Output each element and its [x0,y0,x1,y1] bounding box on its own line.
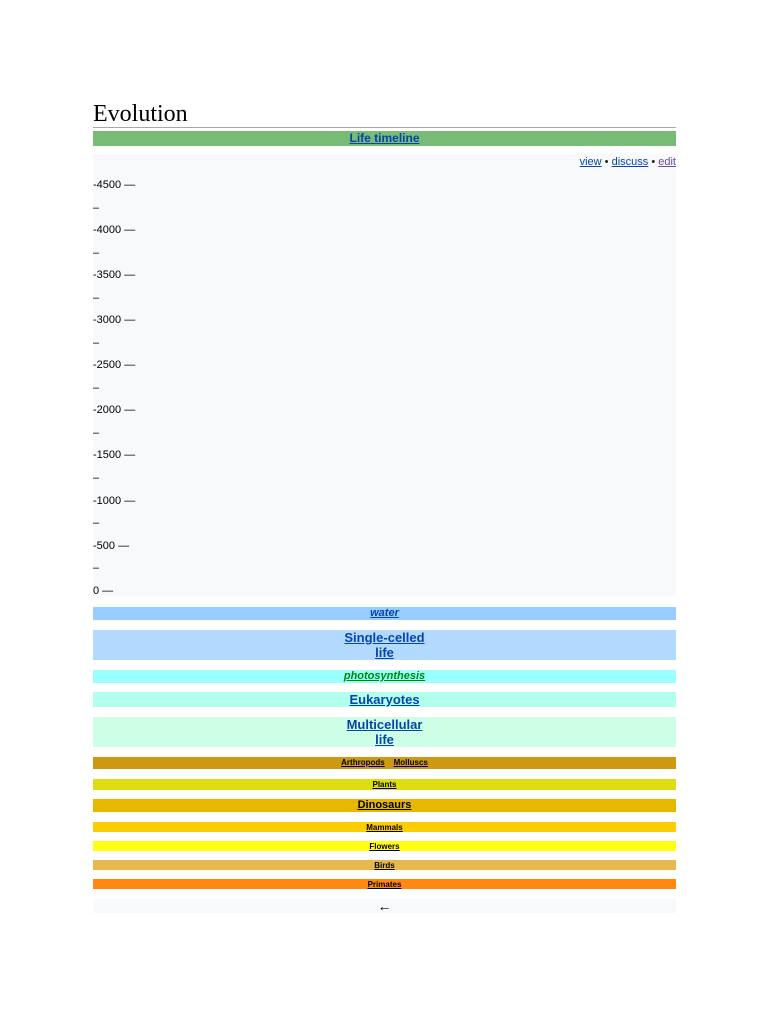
axis-label: – [93,472,100,484]
axis-label: -4000 — [93,224,136,236]
band-photosynthesis [93,670,676,683]
axis-label: -1500 — [93,449,136,461]
edit-link[interactable]: edit [658,156,676,168]
plants-link[interactable]: Plants [372,780,397,789]
discuss-link[interactable]: discuss [611,156,649,168]
band-single-celled-life [93,630,676,660]
molluscs-link[interactable]: Molluscs [393,758,428,767]
axis-label: – [93,427,100,439]
axis-label: -1000 — [93,495,136,507]
band-dinosaurs [93,799,676,812]
page-title: Evolution [93,100,676,128]
axis-label: – [93,517,100,529]
timeline-footer [93,899,676,913]
band-flowers [93,841,676,851]
axis-label: – [93,292,100,304]
band-birds [93,860,676,870]
arthropods-link[interactable]: Arthropods [341,758,385,767]
birds-link[interactable]: Birds [374,861,395,870]
nav-separator: • [601,156,612,168]
axis-label: -3000 — [93,314,136,326]
axis-label: – [93,562,100,574]
axis-label: -2500 — [93,359,136,371]
band-primates [93,879,676,889]
primates-link[interactable]: Primates [367,880,402,889]
timeline-header [93,131,676,146]
nav-separator: • [648,156,659,168]
axis-label: -3500 — [93,269,136,281]
multicellular-life-link[interactable]: Multicellular life [346,717,423,747]
eukaryotes-link[interactable]: Eukaryotes [349,692,420,707]
left-arrow-icon[interactable]: ← [377,898,392,914]
axis-label: – [93,247,100,259]
band-eukaryotes [93,692,676,707]
timeline-header-link[interactable]: Life timeline [349,131,420,145]
band-water [93,607,676,620]
band-multicellular-life [93,717,676,747]
flowers-link[interactable]: Flowers [369,842,400,851]
band-arthropods-molluscs [93,757,676,769]
axis-label: – [93,202,100,214]
axis-label: -500 — [93,540,130,552]
timeline-axis-area [93,154,676,596]
navbox-links [580,154,676,170]
mammals-link[interactable]: Mammals [366,823,403,832]
band-mammals [93,822,676,832]
band-plants [93,779,676,790]
view-link[interactable]: view [579,156,602,168]
dinosaurs-link[interactable]: Dinosaurs [357,799,412,811]
axis-label: – [93,382,100,394]
axis-label: 0 — [93,585,114,597]
axis-label: -2000 — [93,404,136,416]
photosynthesis-link[interactable]: photosynthesis [343,670,426,682]
axis-label: -4500 — [93,179,136,191]
single-celled-life-link[interactable]: Single-celled life [344,630,425,660]
water-link[interactable]: water [370,607,399,619]
axis-label: – [93,337,100,349]
